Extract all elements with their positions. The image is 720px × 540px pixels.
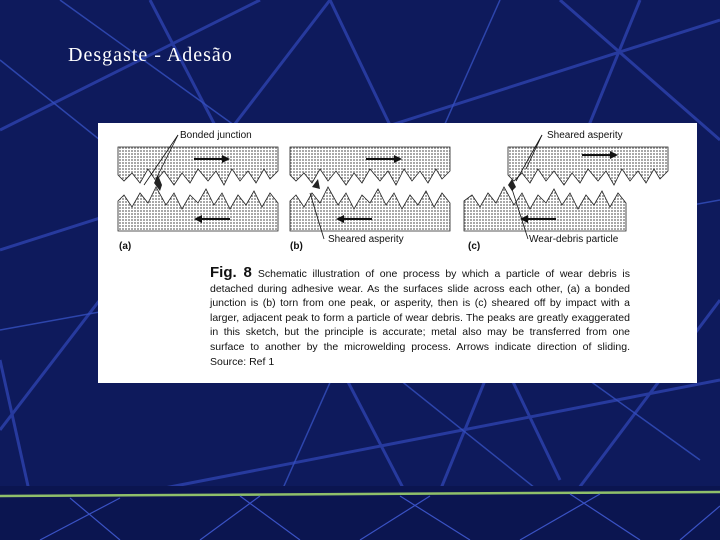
panel-a-sketch <box>118 135 278 231</box>
callout-sheared-asperity-bottom: Sheared asperity <box>328 234 404 245</box>
figure-caption <box>210 266 630 369</box>
callout-sheared-asperity-top: Sheared asperity <box>547 130 623 141</box>
panel-label-b: (b) <box>290 241 303 252</box>
panel-c-sketch <box>464 135 668 239</box>
callout-wear-debris-particle: Wear-debris particle <box>529 234 619 245</box>
panel-label-a: (a) <box>119 241 132 252</box>
bottom-decorative-band <box>0 486 720 540</box>
panel-b-sketch <box>290 147 450 239</box>
figure-panel <box>98 123 697 383</box>
callout-bonded-junction: Bonded junction <box>180 130 252 141</box>
panel-label-c: (c) <box>468 241 481 252</box>
figure-number: Fig. 8 <box>210 264 252 281</box>
caption-text: Schematic illustration of one process by which a particle of wear debris is detached during adhesive wear. As the surfaces slide across each other, (a) a bonded junction is (b) torn from one peak, or asperity, then is (c) sheared off by impact with a larger, adjacent peak to form a particle of wear debris. The peaks are greatly exaggerated in this sketch, but the principle is accurate; metal also may be transferred from one surface to another by the microwelding process. Arrows indicate direction of sliding. Source: Ref 1 <box>210 268 631 368</box>
slide-title: Desgaste - Adesão <box>68 44 233 66</box>
